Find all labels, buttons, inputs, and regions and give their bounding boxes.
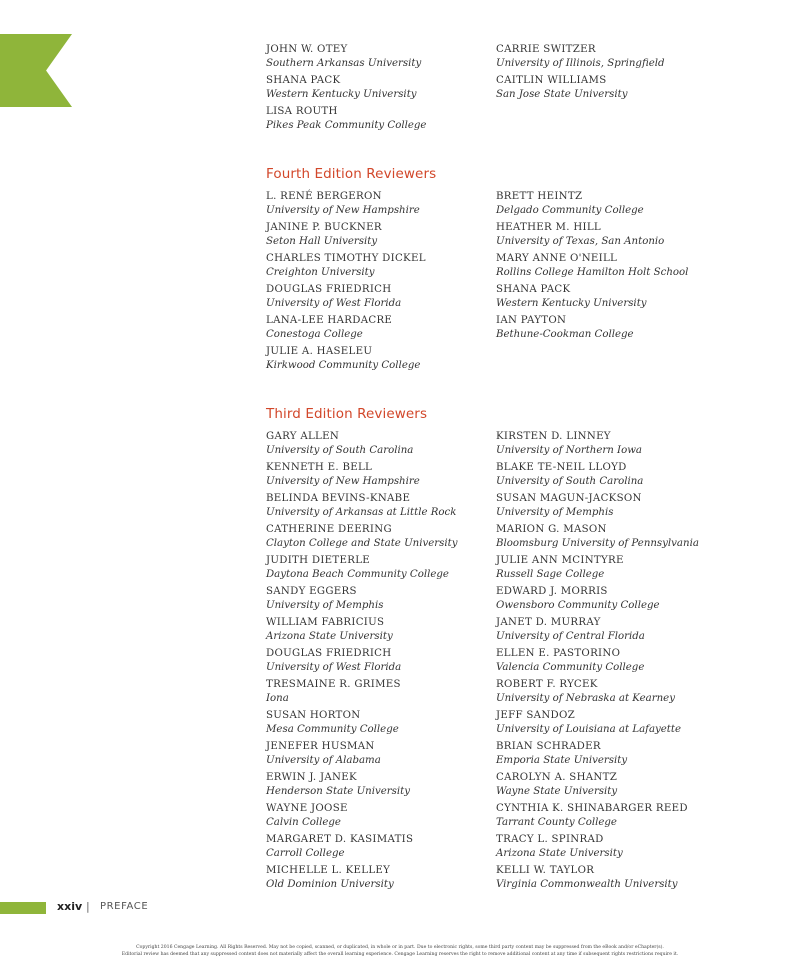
reviewer-entry bbox=[496, 802, 726, 833]
reviewer-entry bbox=[266, 283, 496, 314]
reviewer-affiliation: University of Northern Iowa bbox=[496, 444, 642, 456]
reviewer-name: MICHELLE L. KELLEY bbox=[266, 865, 391, 876]
reviewer-entry bbox=[266, 833, 496, 864]
reviewer-entry bbox=[496, 647, 726, 678]
reviewer-affiliation: University of West Florida bbox=[266, 661, 402, 673]
chapter-tab-marker bbox=[0, 34, 72, 107]
reviewer-entry bbox=[266, 554, 496, 585]
reviewer-affiliation: Creighton University bbox=[266, 266, 375, 278]
reviewer-affiliation: University of West Florida bbox=[266, 297, 402, 309]
top-list-left-column bbox=[266, 43, 496, 136]
reviewer-entry bbox=[496, 43, 726, 74]
reviewer-name: IAN PAYTON bbox=[496, 315, 567, 326]
reviewer-name: CYNTHIA K. SHINABARGER REED bbox=[496, 803, 688, 814]
reviewer-affiliation: Western Kentucky University bbox=[266, 88, 417, 100]
reviewer-entry bbox=[496, 709, 726, 740]
third-edition-right-column bbox=[496, 430, 726, 895]
reviewer-name: JENEFER HUSMAN bbox=[266, 741, 375, 752]
reviewer-entry bbox=[496, 74, 726, 105]
reviewer-affiliation: Valencia Community College bbox=[496, 661, 645, 673]
reviewer-entry bbox=[266, 345, 496, 376]
reviewer-name: HEATHER M. HILL bbox=[496, 222, 601, 233]
reviewer-affiliation: University of Memphis bbox=[266, 599, 384, 611]
reviewer-affiliation: University of Memphis bbox=[496, 506, 614, 518]
reviewer-affiliation: Tarrant County College bbox=[496, 816, 617, 828]
reviewer-name: TRESMAINE R. GRIMES bbox=[266, 679, 401, 690]
third-edition-heading: Third Edition Reviewers bbox=[266, 406, 428, 422]
reviewer-name: JOHN W. OTEY bbox=[266, 44, 348, 55]
reviewer-entry bbox=[496, 283, 726, 314]
reviewer-name: KELLI W. TAYLOR bbox=[496, 865, 595, 876]
reviewer-affiliation: University of Central Florida bbox=[496, 630, 645, 642]
copyright-line-2: Editorial review has deemed that any suppressed content does not materially affect the overall learning experience. Cengage Learning reserves the right to remove additional content at any time if subsequent rights restrictions require it. bbox=[121, 951, 679, 957]
reviewer-affiliation: Emporia State University bbox=[496, 754, 628, 766]
reviewer-affiliation: University of New Hampshire bbox=[266, 475, 420, 487]
reviewer-affiliation: Delgado Community College bbox=[496, 204, 644, 216]
reviewer-name: EDWARD J. MORRIS bbox=[496, 586, 608, 597]
reviewer-affiliation: Calvin College bbox=[266, 816, 341, 828]
reviewer-name: BRETT HEINTZ bbox=[496, 191, 583, 202]
reviewer-name: SHANA PACK bbox=[266, 75, 341, 86]
third-edition-section bbox=[266, 404, 706, 895]
reviewer-name: CAROLYN A. SHANTZ bbox=[496, 772, 618, 783]
reviewer-entry bbox=[266, 678, 496, 709]
reviewer-entry bbox=[496, 190, 726, 221]
reviewer-entry bbox=[496, 864, 726, 895]
reviewer-name: BRIAN SCHRADER bbox=[496, 741, 601, 752]
reviewer-name: L. RENÉ BERGERON bbox=[266, 191, 382, 202]
fourth-edition-heading: Fourth Edition Reviewers bbox=[266, 166, 437, 182]
reviewer-name: LISA ROUTH bbox=[266, 106, 338, 117]
reviewer-affiliation: Mesa Community College bbox=[266, 723, 399, 735]
reviewer-name: DOUGLAS FRIEDRICH bbox=[266, 284, 392, 295]
reviewer-affiliation: Rollins College Hamilton Holt School bbox=[496, 266, 689, 278]
reviewer-name: KENNETH E. BELL bbox=[266, 462, 373, 473]
reviewer-entry bbox=[266, 616, 496, 647]
reviewer-name: LANA-LEE HARDACRE bbox=[266, 315, 393, 326]
reviewer-affiliation: Wayne State University bbox=[496, 785, 618, 797]
reviewer-affiliation: Bloomsburg University of Pennsylvania bbox=[496, 537, 699, 549]
reviewer-name: CATHERINE DEERING bbox=[266, 524, 392, 535]
reviewer-affiliation: Henderson State University bbox=[266, 785, 410, 797]
reviewer-entry bbox=[496, 492, 726, 523]
reviewer-name: DOUGLAS FRIEDRICH bbox=[266, 648, 392, 659]
reviewer-name: JUDITH DIETERLE bbox=[266, 555, 371, 566]
reviewer-entry bbox=[496, 678, 726, 709]
reviewer-affiliation: University of Louisiana at Lafayette bbox=[496, 723, 682, 735]
footer-separator: | bbox=[86, 900, 90, 913]
reviewer-name: GARY ALLEN bbox=[266, 431, 340, 442]
reviewer-affiliation: Virginia Commonwealth University bbox=[496, 878, 678, 890]
reviewer-affiliation: San Jose State University bbox=[496, 88, 628, 100]
footer-section-label: PREFACE bbox=[100, 901, 149, 912]
reviewer-entry bbox=[266, 252, 496, 283]
reviewer-affiliation: University of Arkansas at Little Rock bbox=[266, 506, 457, 518]
reviewer-name: CAITLIN WILLIAMS bbox=[496, 75, 607, 86]
reviewer-entry bbox=[496, 771, 726, 802]
reviewer-entry bbox=[266, 771, 496, 802]
reviewer-name: WILLIAM FABRICIUS bbox=[266, 617, 385, 628]
reviewer-name: JULIE A. HASELEU bbox=[266, 346, 373, 357]
reviewer-name: WAYNE JOOSE bbox=[266, 803, 348, 814]
top-reviewer-list bbox=[266, 43, 706, 136]
reviewer-affiliation: Owensboro Community College bbox=[496, 599, 660, 611]
reviewer-affiliation: University of South Carolina bbox=[266, 444, 414, 456]
reviewer-affiliation: University of Illinois, Springfield bbox=[496, 57, 665, 69]
reviewer-affiliation: Kirkwood Community College bbox=[266, 359, 421, 371]
reviewer-name: CHARLES TIMOTHY DICKEL bbox=[266, 253, 426, 264]
reviewer-entry bbox=[266, 709, 496, 740]
reviewer-entry bbox=[496, 523, 726, 554]
reviewer-entry bbox=[496, 252, 726, 283]
reviewer-entry bbox=[266, 190, 496, 221]
reviewer-name: KIRSTEN D. LINNEY bbox=[496, 431, 611, 442]
reviewer-entry bbox=[266, 314, 496, 345]
reviewer-name: ROBERT F. RYCEK bbox=[496, 679, 598, 690]
reviewer-entry bbox=[496, 616, 726, 647]
reviewer-entry bbox=[496, 430, 726, 461]
reviewer-affiliation: University of Nebraska at Kearney bbox=[496, 692, 675, 704]
reviewer-affiliation: University of Texas, San Antonio bbox=[496, 235, 665, 247]
reviewer-affiliation: Arizona State University bbox=[496, 847, 623, 859]
reviewer-name: MARGARET D. KASIMATIS bbox=[266, 834, 414, 845]
reviewer-name: BLAKE TE-NEIL LLOYD bbox=[496, 462, 627, 473]
reviewer-entry bbox=[266, 105, 496, 136]
reviewer-entry bbox=[266, 430, 496, 461]
reviewer-affiliation: University of South Carolina bbox=[496, 475, 644, 487]
reviewer-name: SHANA PACK bbox=[496, 284, 571, 295]
reviewer-entry bbox=[496, 221, 726, 252]
reviewer-entry bbox=[266, 802, 496, 833]
reviewer-affiliation: University of Alabama bbox=[266, 754, 381, 766]
reviewer-affiliation: Southern Arkansas University bbox=[266, 57, 422, 69]
reviewer-entry bbox=[266, 43, 496, 74]
reviewer-affiliation: Daytona Beach Community College bbox=[266, 568, 449, 580]
reviewer-affiliation: Bethune-Cookman College bbox=[496, 328, 634, 340]
reviewer-affiliation: Seton Hall University bbox=[266, 235, 378, 247]
reviewer-affiliation: Iona bbox=[266, 692, 289, 704]
reviewer-entry bbox=[266, 740, 496, 771]
reviewer-entry bbox=[266, 864, 496, 895]
reviewer-name: JANET D. MURRAY bbox=[496, 617, 601, 628]
reviewer-entry bbox=[266, 492, 496, 523]
reviewer-entry bbox=[266, 647, 496, 678]
reviewer-affiliation: Arizona State University bbox=[266, 630, 393, 642]
reviewer-entry bbox=[496, 833, 726, 864]
fourth-edition-right-column bbox=[496, 190, 726, 376]
reviewer-affiliation: Pikes Peak Community College bbox=[266, 119, 427, 131]
reviewer-affiliation: University of New Hampshire bbox=[266, 204, 420, 216]
footer-accent-bar bbox=[0, 902, 46, 914]
reviewer-name: JANINE P. BUCKNER bbox=[266, 222, 382, 233]
third-edition-left-column bbox=[266, 430, 496, 895]
page-number: xxiv bbox=[57, 900, 83, 913]
reviewer-name: TRACY L. SPINRAD bbox=[496, 834, 604, 845]
reviewer-name: SUSAN MAGUN-JACKSON bbox=[496, 493, 642, 504]
fourth-edition-left-column bbox=[266, 190, 496, 376]
reviewer-affiliation: Clayton College and State University bbox=[266, 537, 458, 549]
reviewer-entry bbox=[266, 523, 496, 554]
reviewer-name: BELINDA BEVINS-KNABE bbox=[266, 493, 411, 504]
reviewer-affiliation: Old Dominion University bbox=[266, 878, 394, 890]
copyright-line-1: Copyright 2016 Cengage Learning. All Rights Reserved. May not be copied, scanned, or duplicated, in whole or in part. Due to electronic rights, some third party content may be suppressed from the eBook and/or eChapter(s). bbox=[136, 945, 664, 950]
top-list-right-column bbox=[496, 43, 726, 136]
reviewer-affiliation: Russell Sage College bbox=[496, 568, 605, 580]
reviewer-entry bbox=[496, 585, 726, 616]
reviewer-entry bbox=[266, 221, 496, 252]
reviewer-entry bbox=[496, 461, 726, 492]
copyright-notice bbox=[40, 945, 760, 958]
reviewer-entry bbox=[496, 740, 726, 771]
reviewer-entry bbox=[496, 554, 726, 585]
reviewer-name: JULIE ANN MCINTYRE bbox=[496, 555, 624, 566]
reviewer-name: CARRIE SWITZER bbox=[496, 44, 596, 55]
reviewer-entry bbox=[266, 461, 496, 492]
reviewer-name: MARION G. MASON bbox=[496, 524, 607, 535]
reviewer-name: SUSAN HORTON bbox=[266, 710, 361, 721]
reviewer-name: MARY ANNE O'NEILL bbox=[496, 253, 618, 264]
reviewer-entry bbox=[266, 74, 496, 105]
reviewer-name: ERWIN J. JANEK bbox=[266, 772, 357, 783]
fourth-edition-section bbox=[266, 164, 706, 376]
reviewer-name: JEFF SANDOZ bbox=[496, 710, 576, 721]
reviewer-affiliation: Conestoga College bbox=[266, 328, 363, 340]
reviewer-name: SANDY EGGERS bbox=[266, 586, 357, 597]
reviewer-affiliation: Western Kentucky University bbox=[496, 297, 647, 309]
reviewer-entry bbox=[496, 314, 726, 345]
reviewer-entry bbox=[266, 585, 496, 616]
reviewer-name: ELLEN E. PASTORINO bbox=[496, 648, 621, 659]
reviewer-affiliation: Carroll College bbox=[266, 847, 345, 859]
